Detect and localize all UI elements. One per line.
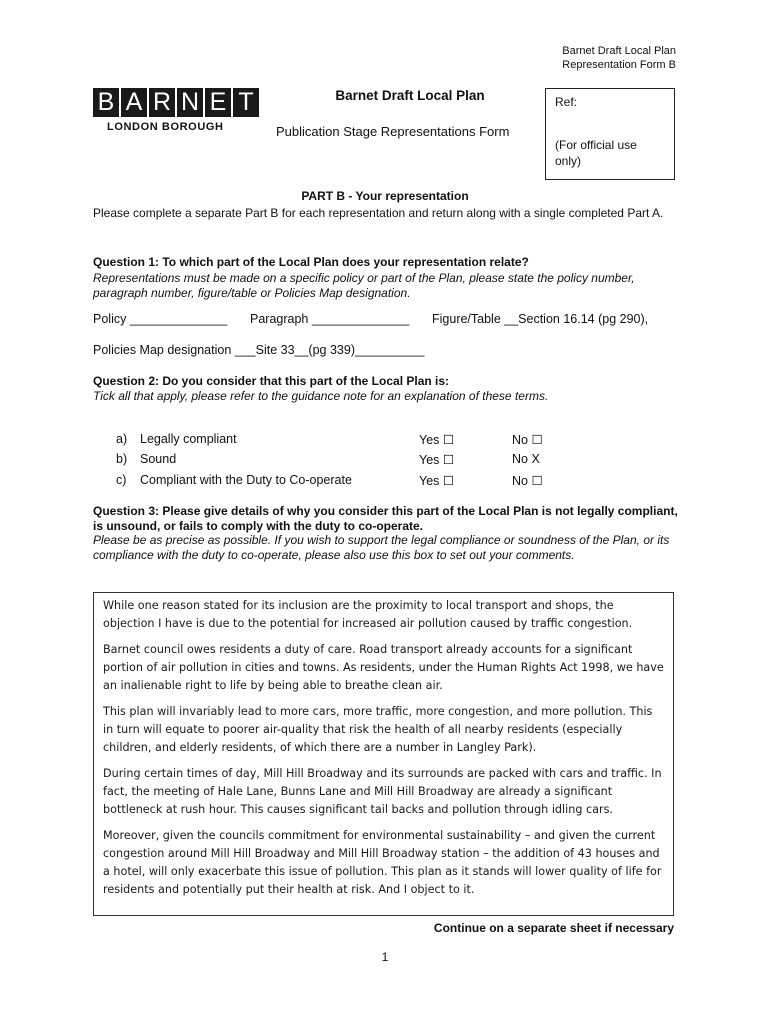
logo-letter: N — [177, 88, 203, 117]
page-number: 1 — [381, 950, 389, 964]
answer-paragraph: Moreover, given the councils commitment for environmental sustainability – and given the current congestion around Mill Hill Broadway and Mill Hill Broadway station – the addition of 43 houses and a hotel, will only exacerbate this issue of pollution. This plan as it stands will lower quality of life for residents and potentially put their health at risk. And I object to it. — [103, 829, 662, 896]
logo-letter: B — [93, 88, 119, 117]
answer-paragraph: While one reason stated for its inclusion are the proximity to local transport and shops, the objection I have is due to the potential for increased air pollution caused by traffic congestion. — [103, 599, 633, 630]
question-2-options — [0, 432, 770, 492]
ref-label: Ref: — [555, 95, 578, 109]
option-letter: a) — [116, 432, 128, 446]
question-3-answer-box[interactable] — [93, 592, 674, 916]
question-3-heading: Question 3: Please give details of why you consider this part of the Local Plan is not legally compliant, is unsound, or fails to comply with the duty to co-operate. — [93, 504, 678, 533]
paragraph-field[interactable]: Paragraph ______________ — [250, 312, 410, 326]
question-1-guidance: Representations must be made on a specific policy or part of the Plan, please state the policy number, paragraph number, figure/table or Policies Map designation. — [93, 271, 635, 300]
option-no-checkbox[interactable]: No ☐ — [512, 433, 543, 447]
official-use-line-1: (For official use — [555, 138, 637, 152]
header-line-2: Representation Form B — [562, 59, 676, 71]
logo-letter: A — [121, 88, 147, 117]
form-header — [562, 44, 676, 72]
answer-paragraph: This plan will invariably lead to more cars, more traffic, more congestion, and more pollution. This in turn will equate to poorer air-quality that risk the health of all nearby residents (especially children, and elderly residents, of which there are a number in Langley Park). — [103, 705, 653, 754]
option-yes-checkbox[interactable]: Yes ☐ — [419, 474, 455, 488]
document-subtitle: Publication Stage Representations Form — [276, 124, 510, 139]
answer-paragraph: Barnet council owes residents a duty of care. Road transport already accounts for a significant portion of air pollution in cities and towns. As residents, under the Human Rights Act 1998, we have an inalienable right to life by being able to breathe clean air. — [103, 643, 664, 692]
part-b-instruction: Please complete a separate Part B for each representation and return along with a single completed Part A. — [93, 206, 664, 220]
official-ref-box — [545, 88, 675, 180]
question-1-heading: Question 1: To which part of the Local Plan does your representation relate? — [93, 255, 529, 269]
option-label: Sound — [140, 452, 177, 466]
logo-letter: T — [233, 88, 259, 117]
logo-letters — [93, 88, 261, 117]
answer-paragraph: During certain times of day, Mill Hill Broadway and its surrounds are packed with cars and traffic. In fact, the meeting of Hale Lane, Bunns Lane and Mill Hill Broadway are already a significant bottleneck at rush hour. This causes significant tail backs and pollution through idling cars. — [103, 767, 662, 816]
question-3-guidance: Please be as precise as possible. If you wish to support the legal compliance or soundness of the Plan, or its compliance with the duty to co-operate, please also use this box to set out your comments. — [93, 533, 670, 562]
header-line-1: Barnet Draft Local Plan — [562, 45, 676, 57]
document-title: Barnet Draft Local Plan — [335, 88, 485, 103]
policy-field[interactable]: Policy ______________ — [93, 312, 228, 326]
option-label: Compliant with the Duty to Co-operate — [140, 473, 352, 487]
option-no-checkbox[interactable]: No X — [512, 452, 540, 466]
option-yes-checkbox[interactable]: Yes ☐ — [419, 453, 455, 467]
official-use-line-2: only) — [555, 154, 582, 168]
figure-table-field[interactable]: Figure/Table __Section 16.14 (pg 290), — [432, 312, 649, 326]
option-letter: b) — [116, 452, 128, 466]
policies-map-field[interactable]: Policies Map designation ___Site 33__(pg 339)__________ — [93, 343, 425, 357]
option-no-checkbox[interactable]: No ☐ — [512, 474, 543, 488]
question-2-guidance: Tick all that apply, please refer to the guidance note for an explanation of these terms. — [93, 389, 549, 403]
barnet-logo — [93, 88, 261, 133]
option-yes-checkbox[interactable]: Yes ☐ — [419, 433, 455, 447]
option-label: Legally compliant — [140, 432, 237, 446]
continue-note: Continue on a separate sheet if necessary — [433, 921, 674, 935]
logo-letter: E — [205, 88, 231, 117]
logo-letter: R — [149, 88, 175, 117]
part-b-heading: PART B - Your representation — [301, 189, 469, 203]
logo-subtitle: LONDON BOROUGH — [107, 121, 224, 133]
option-letter: c) — [116, 473, 127, 487]
question-2-heading: Question 2: Do you consider that this part of the Local Plan is: — [93, 374, 450, 388]
